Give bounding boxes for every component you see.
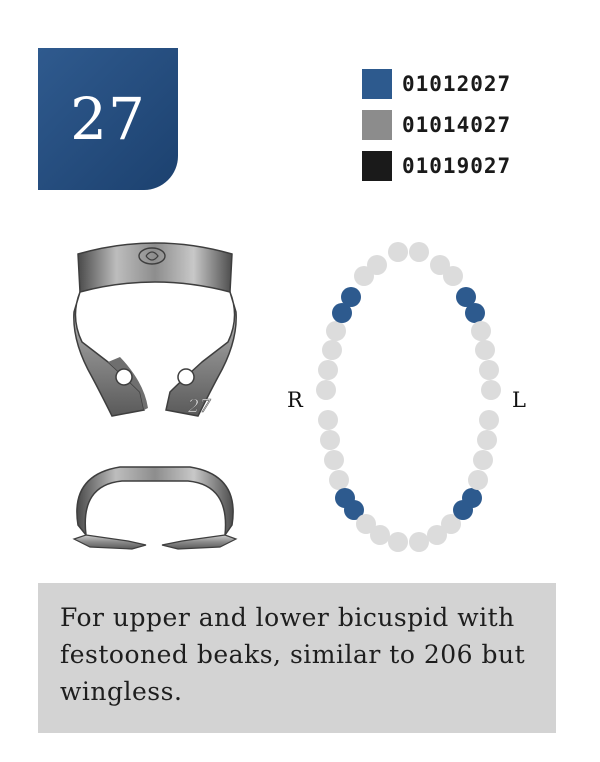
tooth bbox=[479, 410, 499, 430]
tooth bbox=[409, 532, 429, 552]
tooth bbox=[320, 430, 340, 450]
tooth bbox=[329, 470, 349, 490]
tooth bbox=[477, 430, 497, 450]
description-text: For upper and lower bicuspid with festooned beaks, similar to 206 but wingless. bbox=[60, 603, 526, 706]
tooth-highlighted bbox=[341, 287, 361, 307]
clamp-front-view-image bbox=[60, 232, 250, 432]
tooth bbox=[318, 360, 338, 380]
description-box bbox=[38, 583, 556, 733]
code-row bbox=[362, 145, 511, 186]
tooth bbox=[471, 321, 491, 341]
right-side-label: R bbox=[287, 388, 303, 412]
code-row bbox=[362, 63, 511, 104]
article-code: 01014027 bbox=[402, 112, 512, 137]
tooth-highlighted bbox=[465, 303, 485, 323]
tooth bbox=[324, 450, 344, 470]
color-swatch-gray bbox=[362, 110, 392, 140]
tooth bbox=[370, 525, 390, 545]
article-code-list bbox=[362, 63, 511, 186]
tooth bbox=[322, 340, 342, 360]
tooth bbox=[409, 242, 429, 262]
tooth bbox=[468, 470, 488, 490]
tooth-highlighted bbox=[462, 488, 482, 508]
tooth bbox=[388, 532, 408, 552]
tooth bbox=[475, 340, 495, 360]
color-swatch-black bbox=[362, 151, 392, 181]
tooth bbox=[318, 410, 338, 430]
tooth bbox=[367, 255, 387, 275]
tooth bbox=[481, 380, 501, 400]
color-swatch-blue bbox=[362, 69, 392, 99]
product-number-badge bbox=[38, 48, 178, 190]
left-side-label: L bbox=[512, 388, 526, 412]
article-code: 01012027 bbox=[402, 71, 512, 96]
product-number: 27 bbox=[70, 85, 146, 153]
clamp-side-view-image bbox=[60, 455, 250, 555]
tooth bbox=[473, 450, 493, 470]
tooth bbox=[443, 266, 463, 286]
tooth bbox=[316, 380, 336, 400]
tooth-group bbox=[316, 242, 501, 552]
tooth bbox=[326, 321, 346, 341]
tooth bbox=[388, 242, 408, 262]
article-code: 01019027 bbox=[402, 153, 512, 178]
clamp-engraved-number: 27 bbox=[188, 396, 211, 417]
tooth bbox=[479, 360, 499, 380]
dental-arch-diagram bbox=[280, 232, 520, 562]
code-row bbox=[362, 104, 511, 145]
